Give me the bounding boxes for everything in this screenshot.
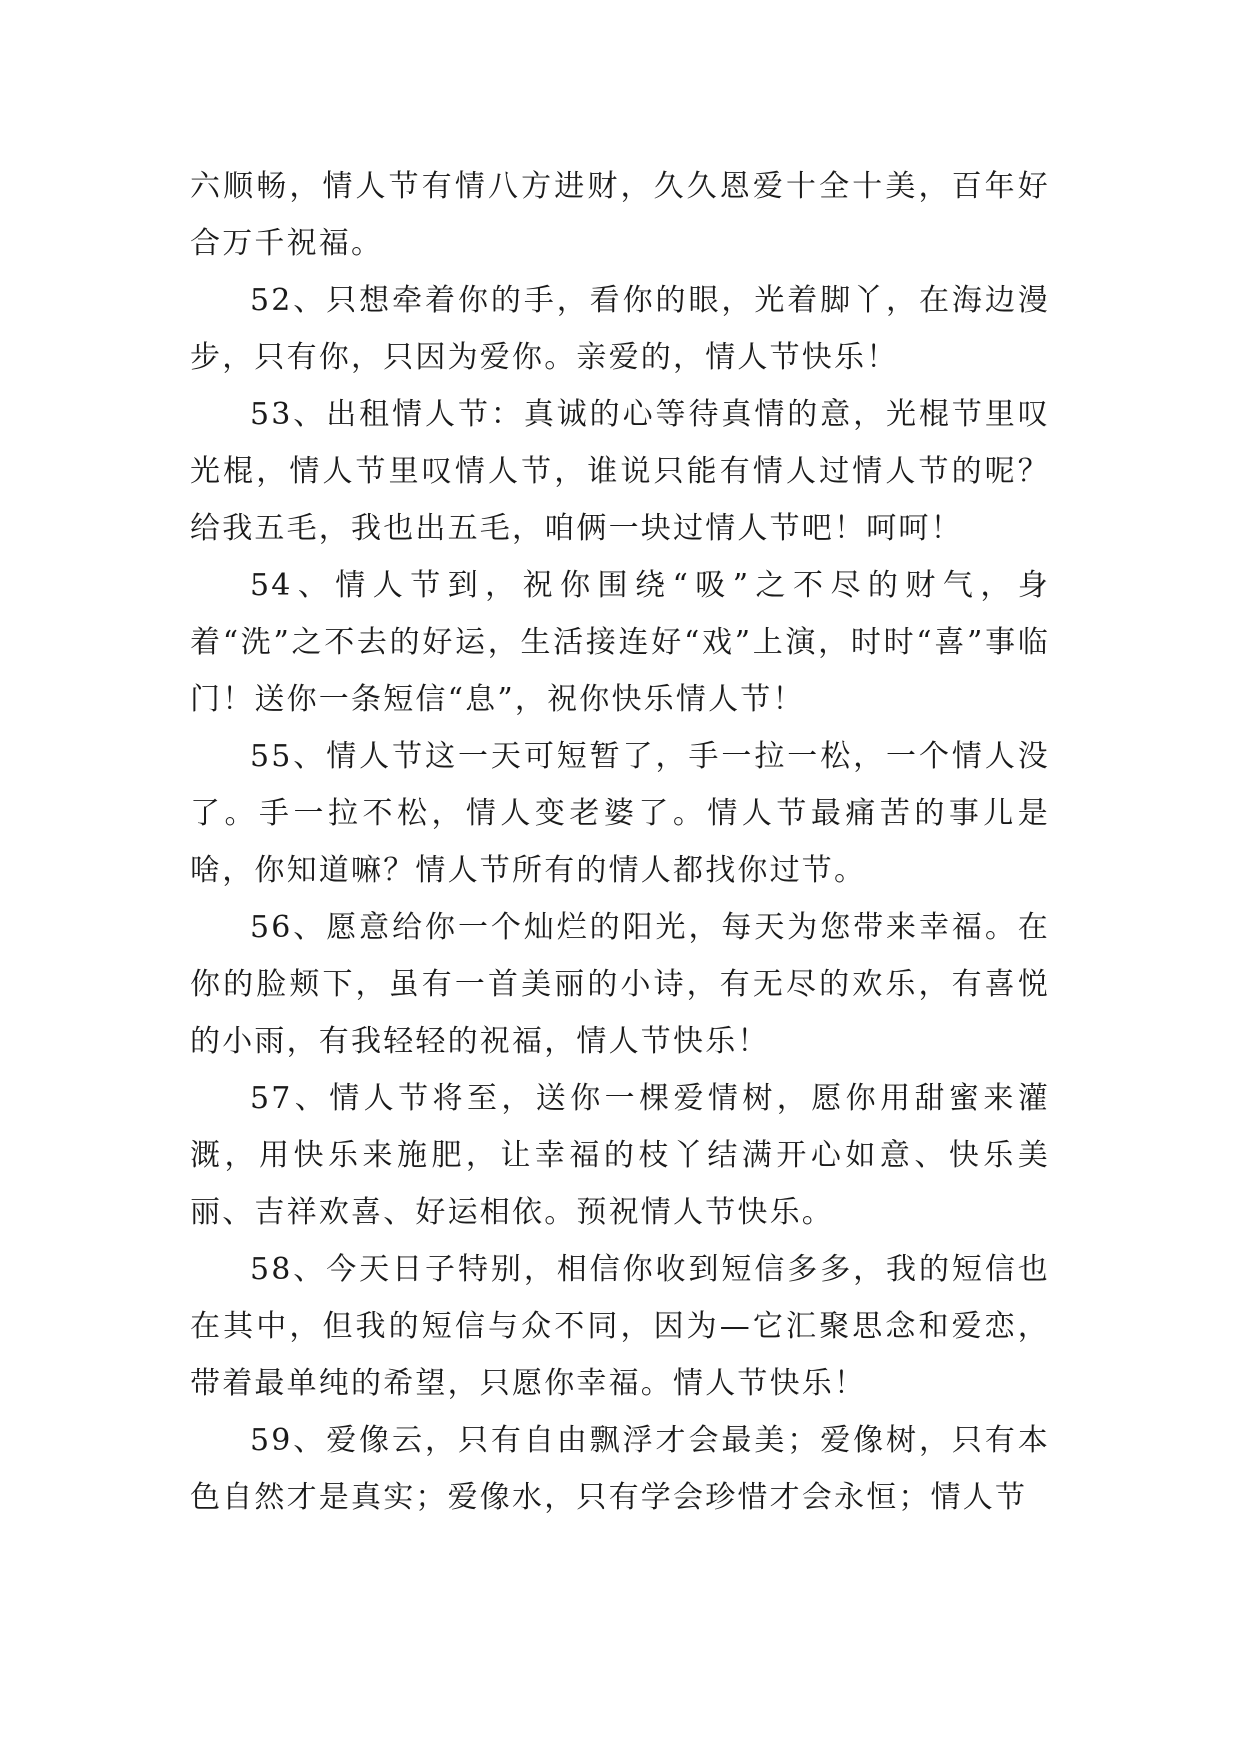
paragraph-52: 52、只想牵着你的手，看你的眼，光着脚丫，在海边漫步，只有你，只因为爱你。亲爱的，情人节快乐！ — [190, 283, 1050, 375]
document-body — [190, 158, 1050, 1526]
paragraph-58: 58、今天日子特别，相信你收到短信多多，我的短信也在其中，但我的短信与众不同，因为—它汇聚思念和爱恋，带着最单纯的希望，只愿你幸福。情人节快乐！ — [190, 1252, 1050, 1401]
paragraph-continued: 六顺畅，情人节有情八方进财，久久恩爱十全十美，百年好合万千祝福。 — [190, 169, 1050, 261]
paragraph-56: 56、愿意给你一个灿烂的阳光，每天为您带来幸福。在你的脸颊下，虽有一首美丽的小诗，有无尽的欢乐，有喜悦的小雨，有我轻轻的祝福，情人节快乐！ — [190, 910, 1050, 1059]
paragraph-53: 53、出租情人节：真诚的心等待真情的意，光棍节里叹光棍，情人节里叹情人节，谁说只能有情人过情人节的呢？给我五毛，我也出五毛，咱俩一块过情人节吧！呵呵！ — [190, 397, 1050, 546]
paragraph-59: 59、爱像云，只有自由飘浮才会最美；爱像树，只有本色自然才是真实；爱像水，只有学会珍惜才会永恒；情人节 — [190, 1423, 1050, 1515]
paragraph-57: 57、情人节将至，送你一棵爱情树，愿你用甜蜜来灌溉，用快乐来施肥，让幸福的枝丫结满开心如意、快乐美丽、吉祥欢喜、好运相依。预祝情人节快乐。 — [190, 1081, 1050, 1230]
paragraph-54: 54、情人节到，祝你围绕“吸”之不尽的财气，身着“洗”之不去的好运，生活接连好“戏”上演，时时“喜”事临门！送你一条短信“息”，祝你快乐情人节！ — [190, 568, 1050, 717]
paragraph-55: 55、情人节这一天可短暂了，手一拉一松，一个情人没了。手一拉不松，情人变老婆了。情人节最痛苦的事儿是啥，你知道嘛？情人节所有的情人都找你过节。 — [190, 739, 1050, 888]
